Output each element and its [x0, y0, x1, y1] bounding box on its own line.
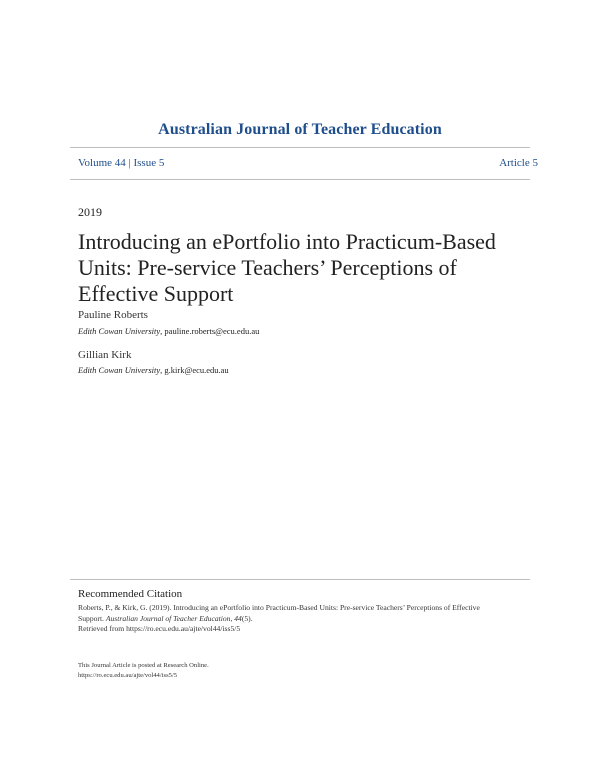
publication-year: 2019 — [78, 205, 102, 219]
citation-text: (5). — [241, 613, 253, 623]
author-institution: Edith Cowan University — [78, 365, 161, 375]
recommended-citation-heading: Recommended Citation — [78, 588, 183, 600]
journal-title[interactable]: Australian Journal of Teacher Education — [158, 121, 442, 138]
author-affiliation-roberts — [78, 326, 259, 336]
citation-line: Roberts, P., & Kirk, G. (2019). Introducing an ePortfolio into Practicum-Based Units: Pre-service Teachers’ Perceptions of Effective — [78, 603, 480, 612]
citation-rule — [70, 579, 530, 580]
footer — [78, 661, 209, 681]
paper-title — [78, 229, 538, 307]
citation-journal: Australian Journal of Teacher Education, 44 — [105, 613, 242, 623]
author-name-kirk: Gillian Kirk — [78, 349, 132, 361]
paper-title-line: Units: Pre-service Teachers’ Perceptions of — [78, 255, 457, 280]
issue-row — [78, 157, 538, 169]
footer-url-link[interactable]: https://ro.ecu.edu.au/ajte/vol44/iss5/5 — [78, 672, 178, 679]
citation-url-line[interactable]: Retrieved from https://ro.ecu.edu.au/ajte/vol44/iss5/5 — [78, 624, 241, 633]
paper-title-line: Effective Support — [78, 281, 234, 306]
author-email-link[interactable]: , pauline.roberts@ecu.edu.au — [160, 326, 260, 336]
article-number-link[interactable]: Article 5 — [499, 157, 538, 169]
header-rule-bottom — [70, 179, 530, 180]
author-affiliation-kirk — [78, 365, 229, 375]
header-rule-top — [70, 147, 530, 148]
volume-issue-link[interactable]: Volume 44 | Issue 5 — [78, 157, 165, 169]
citation-text: Support. — [78, 613, 106, 623]
citation-line — [78, 614, 538, 625]
recommended-citation — [78, 603, 538, 635]
footer-note: This Journal Article is posted at Research Online. — [78, 662, 209, 669]
paper-title-line: Introducing an ePortfolio into Practicum-Based — [78, 229, 496, 254]
author-institution: Edith Cowan University — [78, 326, 161, 336]
author-email-link[interactable]: , g.kirk@ecu.edu.au — [160, 365, 229, 375]
author-name-roberts: Pauline Roberts — [78, 309, 148, 321]
